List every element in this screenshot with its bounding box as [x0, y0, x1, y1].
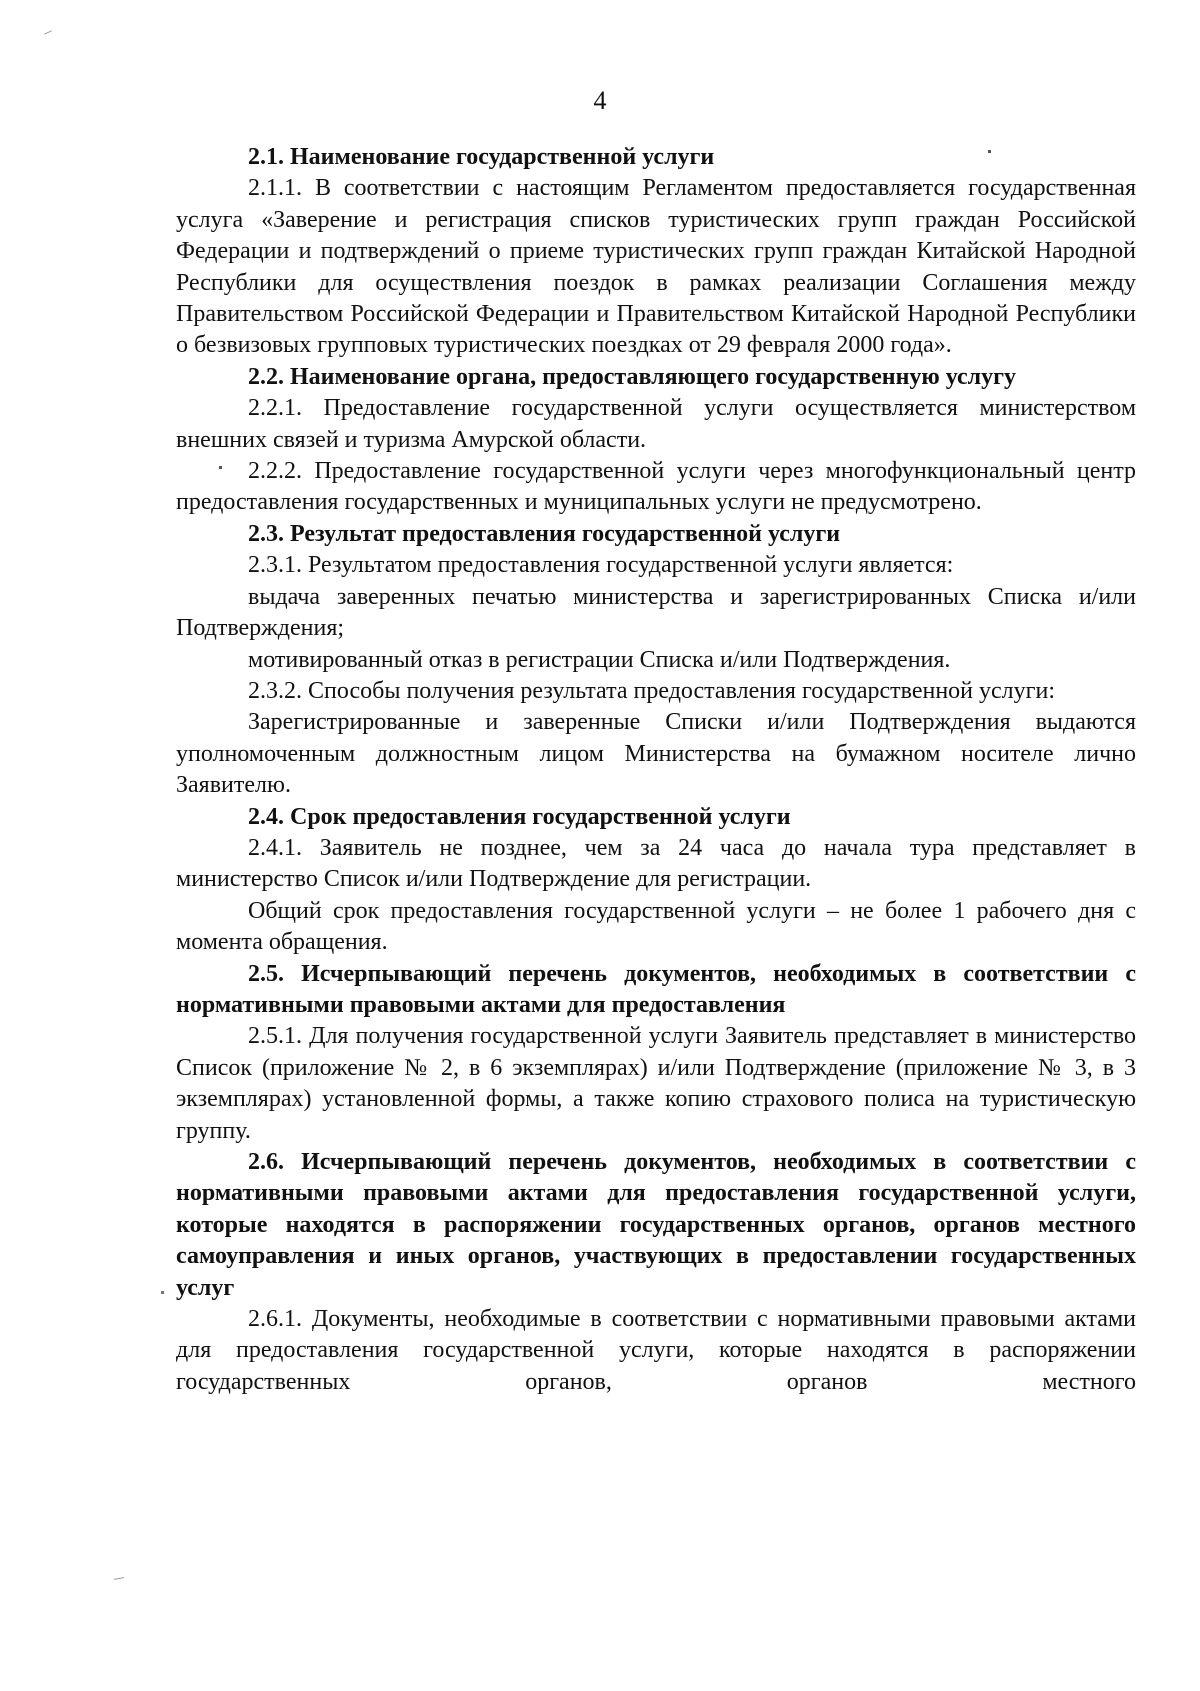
paragraph-2-4-1: 2.4.1. Заявитель не позднее, чем за 24 часа до начала тура представляет в министерство Список и/или Подтверждение для регистрации. — [176, 834, 1136, 893]
section-heading-2-4: 2.4. Срок предоставления государственной услуги — [248, 803, 791, 830]
paragraph-2-5-1: 2.5.1. Для получения государственной услуги Заявитель представляет в министерство Список (приложение № 2, в 6 экземплярах) и/или Подтверждение (приложение № 3, в 3 экземплярах) установленной формы, а также копию страхового полиса на туристическую группу. — [176, 1023, 1136, 1144]
paragraph-2-3-1: 2.3.1. Результатом предоставления государственной услуги является: — [248, 552, 954, 579]
page-number: 4 — [593, 86, 607, 115]
paragraph-2-4-1-term: Общий срок предоставления государственной услуги – не более 1 рабочего дня с момента обращения. — [176, 897, 1136, 956]
paragraph-2-1-1: 2.1.1. В соответствии с настоящим Регламентом предоставляется государственная услуга «Заверение и регистрация списков туристических групп граждан Российской Федерации и подтверждений о приеме туристических групп граждан Китайской Народной Республики для осуществления поездок в рамках реализации Соглашения между Правительством Российской Федерации и Правительством Китайской Народной Республики о безвизовых групповых туристических поездках от 29 февраля 2000 года». — [176, 175, 1136, 359]
section-heading-2-2: 2.2. Наименование органа, предоставляющего государственную услугу — [248, 363, 1017, 390]
paragraph-2-3-2-delivery: Зарегистрированные и заверенные Списки и/или Подтверждения выдаются уполномоченным должностным лицом Министерства на бумажном носителе лично Заявителю. — [176, 709, 1136, 799]
section-heading-2-1: 2.1. Наименование государственной услуги — [248, 144, 715, 170]
paragraph-2-2-1: 2.2.1. Предоставление государственной услуги осуществляется министерством внешних связей и туризма Амурской области. — [176, 395, 1136, 453]
scan-artifact — [114, 1577, 124, 1580]
paragraph-2-3-1-refusal: мотивированный отказ в регистрации Списка и/или Подтверждения. — [248, 646, 951, 673]
paragraph-2-6-1: 2.6.1. Документы, необходимые в соответствии с нормативными правовыми актами для предоставления государственной услуги, которые находятся в распоряжении государственных органов, органов местного — [176, 1306, 1136, 1395]
scan-artifact — [44, 30, 52, 34]
scan-artifact — [161, 1291, 164, 1294]
section-heading-2-5: 2.5. Исчерпывающий перечень документов, необходимых в соответствии с нормативными правовыми актами для предоставления — [176, 960, 1136, 1018]
paragraph-2-3-1-issue: выдача заверенных печатью министерства и зарегистрированных Списка и/или Подтверждения; — [176, 583, 1136, 642]
section-heading-2-3: 2.3. Результат предоставления государственной услуги — [248, 520, 841, 547]
paragraph-2-2-2: 2.2.2. Предоставление государственной услуги через многофункциональный центр предоставления государственных и муниципальных услуги не предусмотрено. — [176, 458, 1136, 516]
section-heading-2-6: 2.6. Исчерпывающий перечень документов, необходимых в соответствии с нормативными правовыми актами для предоставления государственной услуги, которые находятся в распоряжении государственных органов, органов местного самоуправления и иных органов, участвующих в предоставлении государственных услуг — [176, 1149, 1136, 1301]
document-body — [176, 142, 1136, 1398]
paragraph-2-3-2: 2.3.2. Способы получения результата предоставления государственной услуги: — [248, 677, 1055, 704]
